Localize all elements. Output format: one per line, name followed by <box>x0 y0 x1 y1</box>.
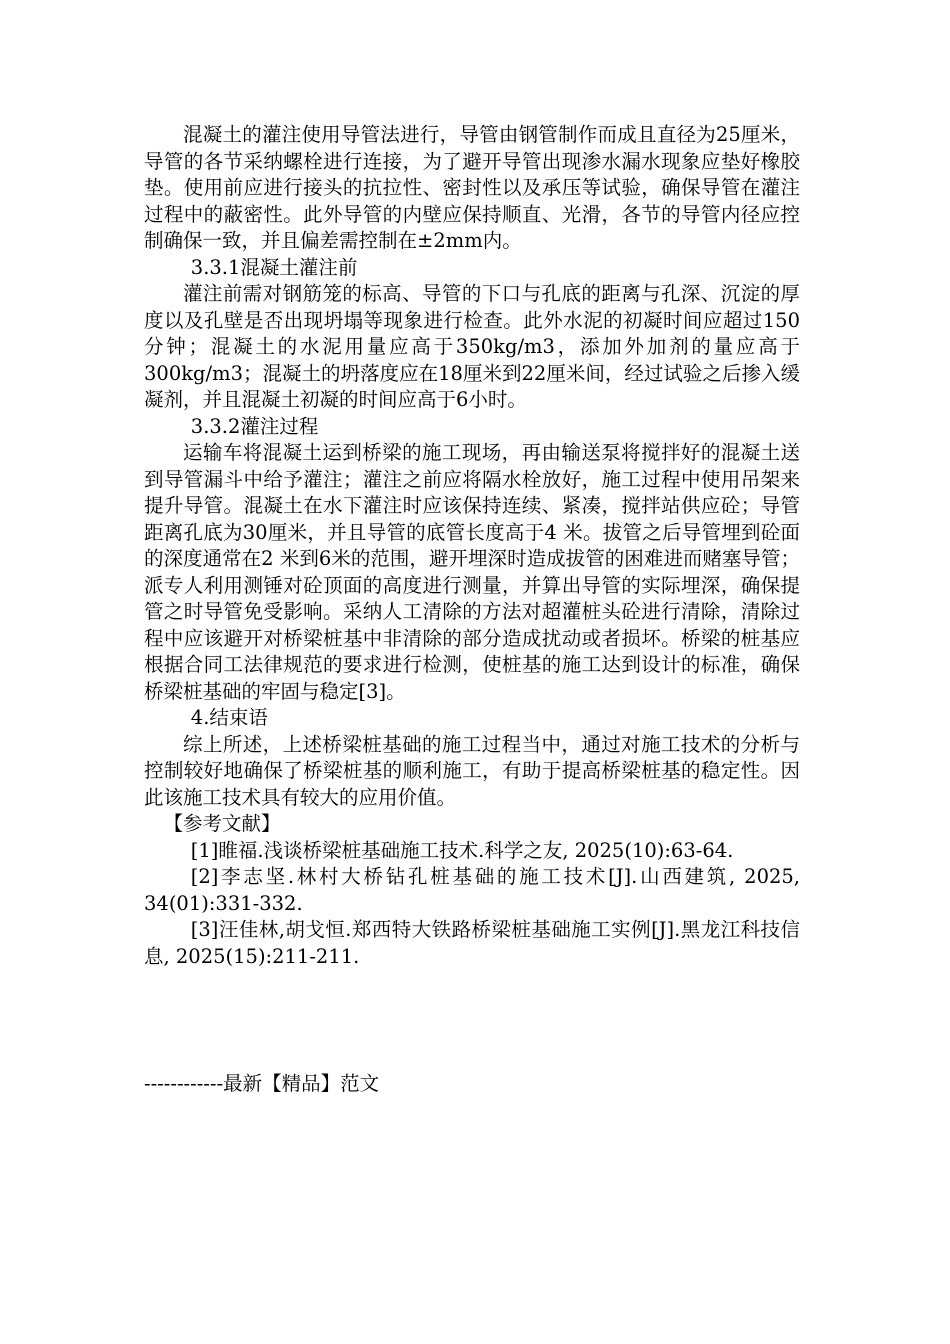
document-body <box>144 122 800 970</box>
reference-item: [3]汪佳林,胡戈恒.郑西特大铁路桥梁桩基础施工实例[J].黑龙江科技信息, 2025(15):211-211. <box>144 918 800 968</box>
paragraph-conclusion: 综上所述，上述桥梁桩基础的施工过程当中，通过对施工技术的分析与控制较好地确保了桥梁桩基的顺利施工，有助于提高桥梁桩基的稳定性。因此该施工技术具有较大的应用价值。 <box>144 732 800 809</box>
paragraph-pouring-process: 运输车将混凝土运到桥梁的施工现场，再由输送泵将搅拌好的混凝土送到导管漏斗中给予灌注；灌注之前应将隔水栓放好，施工过程中使用吊架来提升导管。混凝土在水下灌注时应该保持连续、紧凑，搅拌站供应砼；导管距离孔底为30厘米，并且导管的底管长度高于4 米。拔管之后导管埋到砼面的深度通常在2 米到6米的范围，避开埋深时造成拔管的困难进而赌塞导管；派专人利用测锤对砼顶面的高度进行测量，并算出导管的实际埋深，确保提管之时导管免受影响。采纳人工清除的方法对超灌桩头砼进行清除，清除过程中应该避开对桥梁桩基中非清除的部分造成扰动或者损坏。桥梁的桩基应根据合同工法律规范的要求进行检测，使桩基的施工达到设计的标准，确保桥梁桩基础的牢固与稳定[3]。 <box>144 441 800 703</box>
references-title: 【参考文献】 <box>163 812 281 835</box>
reference-item: [1]睢福.浅谈桥梁桩基础施工技术.科学之友, 2025(10):63-64. <box>190 838 734 862</box>
section-heading-conclusion: 4.结束语 <box>190 706 268 729</box>
section-heading-pouring-process: 3.3.2灌注过程 <box>190 414 319 438</box>
reference-item: [2]李志坚.林村大桥钻孔桩基础的施工技术[J].山西建筑, 2025, 34(01):331-332. <box>144 865 800 915</box>
section-heading-before-pouring: 3.3.1混凝土灌注前 <box>190 255 358 279</box>
paragraph-conduit-method: 混凝土的灌注使用导管法进行，导管由钢管制作而成且直径为25厘米，导管的各节采纳螺栓进行连接，为了避开导管出现渗水漏水现象应垫好橡胶垫。使用前应进行接头的抗拉性、密封性以及承压等试验，确保导管在灌注过程中的蔽密性。此外导管的内壁应保持顺直、光滑，各节的导管内径应控制确保一致，并且偏差需控制在±2mm内。 <box>144 123 800 252</box>
footer-label: ------------最新【精品】范文 <box>144 1072 380 1095</box>
paragraph-before-pouring: 灌注前需对钢筋笼的标高、导管的下口与孔底的距离与孔深、沉淀的厚度以及孔壁是否出现坍塌等现象进行检查。此外水泥的初凝时间应超过150分钟；混凝土的水泥用量应高于350kg/m3，添加外加剂的量应高于300kg/m3；混凝土的坍落度应在18厘米到22厘米间，经过试验之后掺入缓凝剂，并且混凝土初凝的时间应高于6小时。 <box>144 282 800 411</box>
